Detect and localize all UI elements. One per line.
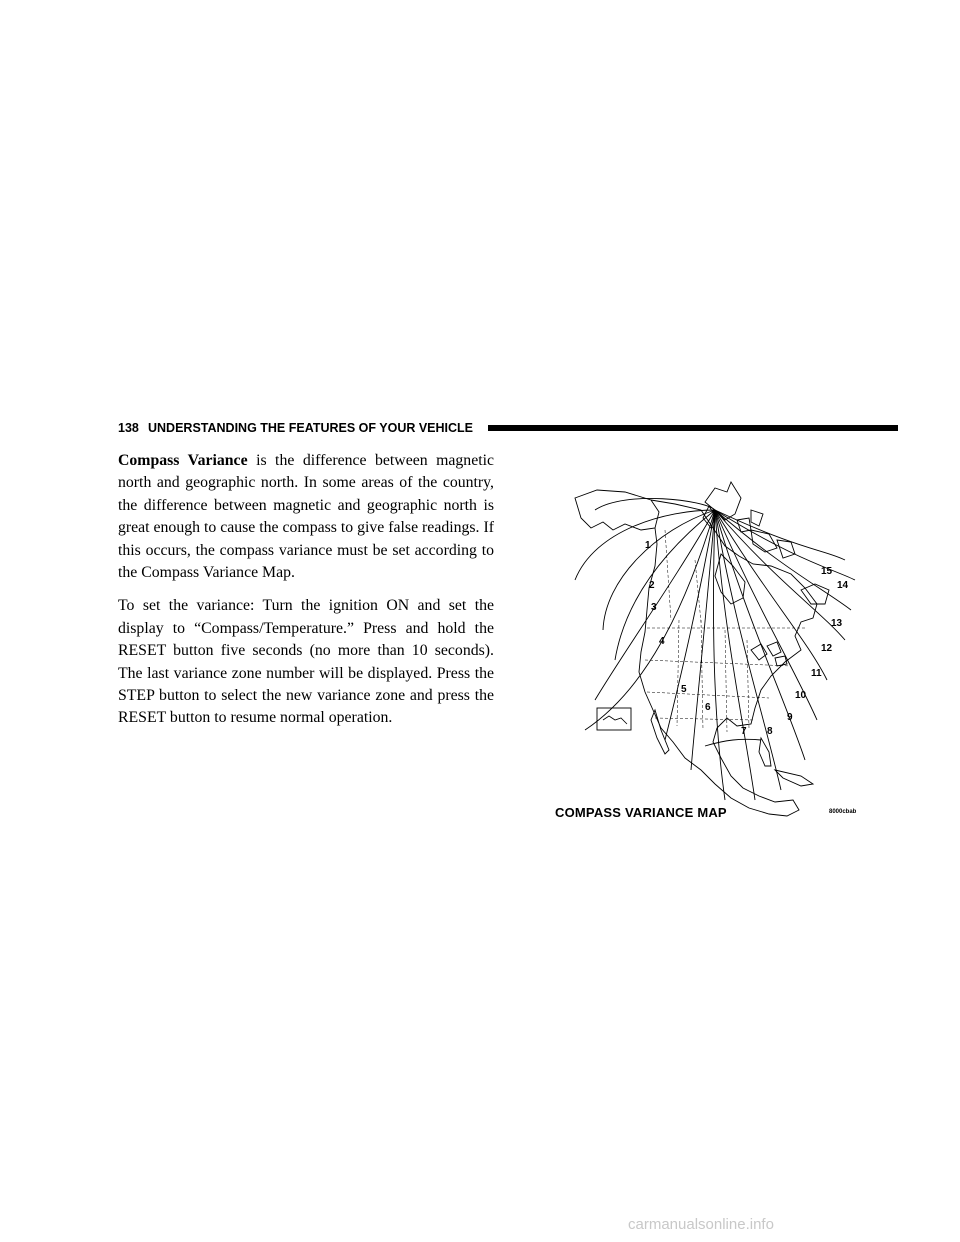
footer-watermark-link[interactable]: carmanualsonline.info xyxy=(628,1216,774,1233)
page-header xyxy=(118,420,898,436)
section-title: UNDERSTANDING THE FEATURES OF YOUR VEHICLE xyxy=(148,421,474,435)
map-drawing xyxy=(555,470,870,825)
zone-label-5: 5 xyxy=(681,684,687,695)
zone-label-2: 2 xyxy=(649,580,655,591)
paragraph-set-variance: To set the variance: Turn the ignition ON and set the display to “Compass/Temperature.” Press and hold the RESET button five seconds (no more than 10 seconds). The last variance zone number will be displayed. Press the STEP button to select the new variance zone and press the RESET button to resume normal operation. xyxy=(118,597,494,727)
zone-label-6: 6 xyxy=(705,702,711,713)
body-text xyxy=(118,450,494,741)
hawaii-inset xyxy=(597,708,631,730)
header-rule xyxy=(488,425,898,431)
map-borders xyxy=(645,530,805,732)
paragraph-1-text: is the difference between magnetic north and geographic north. In some areas of the country, the difference between magnetic and geographic north is great enough to cause the compass to give false readings. If this occurs, the compass variance must be set according to the Compass Variance Map. xyxy=(118,452,494,582)
zone-label-13: 13 xyxy=(831,618,843,629)
map-caption: COMPASS VARIANCE MAP xyxy=(555,805,727,820)
zone-label-9: 9 xyxy=(787,712,793,723)
zone-label-10: 10 xyxy=(795,690,807,701)
zone-label-1: 1 xyxy=(645,540,651,551)
compass-variance-map xyxy=(555,470,870,825)
paragraph-compass-variance xyxy=(118,450,494,584)
page-number: 138 xyxy=(118,421,139,435)
zone-label-3: 3 xyxy=(651,602,657,613)
variance-lines xyxy=(575,498,855,800)
zone-label-14: 14 xyxy=(837,580,849,591)
map-code: 8000cbab xyxy=(829,809,857,815)
zone-label-11: 11 xyxy=(811,668,822,679)
zone-label-4: 4 xyxy=(659,636,665,647)
zone-label-8: 8 xyxy=(767,726,773,737)
zone-label-12: 12 xyxy=(821,643,833,654)
zone-labels xyxy=(645,540,849,737)
term-compass-variance: Compass Variance xyxy=(118,452,248,469)
zone-label-7: 7 xyxy=(741,726,747,737)
zone-label-15: 15 xyxy=(821,566,833,577)
